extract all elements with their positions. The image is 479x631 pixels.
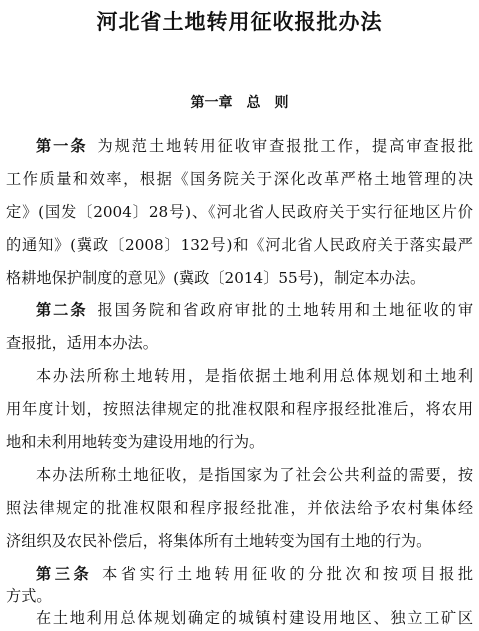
article-label: 第一条: [36, 137, 88, 155]
line-text: 报国务院和省政府审批的土地转用和土地征收的审: [97, 301, 473, 319]
paragraph-line: 本办法所称土地转用，是指依据土地利用总体规划和土地利: [36, 367, 473, 385]
paragraph-line: 的通知》(冀政〔2008〕132号)和《河北省人民政府关于落实最严: [6, 236, 473, 254]
paragraph-line: 查报批，适用本办法。: [6, 334, 158, 352]
chapter-heading: 第一章 总 则: [190, 95, 289, 111]
paragraph-line: 方式。: [6, 587, 52, 605]
paragraph-line: 济组织及农民补偿后，将集体所有土地转变为国有土地的行为。: [6, 532, 432, 550]
paragraph-line: 工作质量和效率，根据《国务院关于深化改革严格土地管理的决: [6, 170, 473, 188]
paragraph-line: [36, 300, 473, 320]
paragraph-line: [36, 136, 473, 156]
article-label: 第三条: [36, 565, 93, 583]
paragraph-line: 地和未利用地转变为建设用地的行为。: [6, 433, 265, 451]
paragraph-line: 格耕地保护制度的意见》(冀政〔2014〕55号)，制定本办法。: [6, 269, 426, 287]
paragraph-line: 照法律规定的批准权限和程序报经批准，并依法给予农村集体经: [6, 499, 473, 517]
article-label: 第二条: [36, 301, 88, 319]
paragraph-line: [36, 564, 473, 584]
paragraph-line: 定》(国发〔2004〕28号)、《河北省人民政府关于实行征地区片价: [6, 203, 473, 221]
line-text: 本省实行土地转用征收的分批次和按项目报批: [102, 565, 473, 583]
paragraph-line: 本办法所称土地征收，是指国家为了社会公共利益的需要，按: [36, 466, 473, 484]
line-text: 为规范土地转用征收审查报批工作，提高审查报批: [97, 137, 473, 155]
document-title: 河北省土地转用征收报批办法: [96, 9, 383, 34]
paragraph-line: 在土地利用总体规划确定的城镇村建设用地区、独立工矿区: [36, 609, 473, 627]
paragraph-line: 用年度计划，按照法律规定的批准权限和程序报经批准后，将农用: [6, 400, 473, 418]
